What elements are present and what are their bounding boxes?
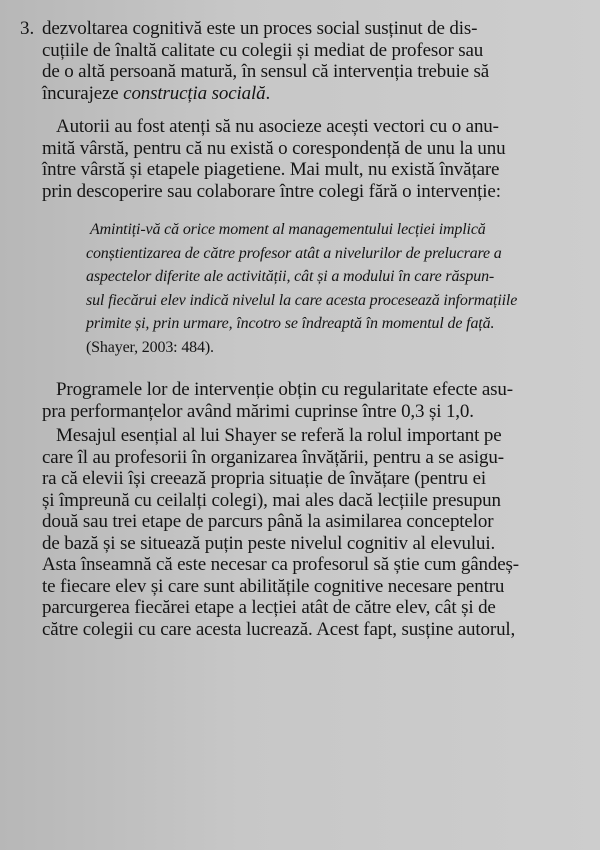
text-line: de o altă persoană matură, în sensul că intervenția trebuie să	[42, 61, 490, 82]
text-line: prin descoperire sau colaborare între colegi fără o intervenție:	[42, 180, 501, 202]
block-quote	[42, 218, 572, 359]
text-line: către colegii cu care acesta lucrează. Acest fapt, susține autorul,	[42, 618, 516, 640]
quote-line: conștientizarea de către profesor atât a nivelurilor de prelucrare a	[86, 244, 502, 262]
page-text	[20, 18, 572, 640]
text-line: dezvoltarea cognitivă este un proces social susținut de dis-	[42, 18, 478, 39]
text-line: Asta înseamnă că este necesar ca profesorul să știe cum gândeș-	[42, 554, 519, 575]
text-line: mită vârstă, pentru că nu există o corespondență de unu la unu	[42, 137, 506, 159]
text-fragment: încurajeze	[42, 82, 124, 104]
quote-line: aspectelor diferite ale activității, cât și a modului în care răspun-	[86, 268, 495, 285]
text-line: cuțiile de înaltă calitate cu colegii și mediat de profesor sau	[42, 39, 484, 61]
quote-line: Amintiți-vă că orice moment al managementului lecției implică	[90, 221, 486, 238]
quote-citation: (Shayer, 2003: 484).	[86, 338, 214, 356]
list-item-3	[20, 18, 572, 104]
text-line: pra performanțelor având mărimi cuprinse între 0,3 și 1,0.	[42, 400, 474, 422]
text-line: Autorii au fost atenți să nu asocieze acești vectori cu o anu-	[56, 116, 499, 137]
text-line: două sau trei etape de parcurs până la asimilarea conceptelor	[42, 511, 494, 532]
text-fragment: .	[265, 82, 271, 104]
paragraph	[42, 425, 572, 640]
text-line: între vârstă și etapele piagetiene. Mai mult, nu există învățare	[42, 159, 500, 180]
text-line: ra că elevii își creează propria situație de învățare (pentru ei	[42, 468, 487, 489]
text-line: parcurgerea fiecărei etape a lecției atât de către elev, cât și de	[42, 597, 496, 618]
text-line: Mesajul esențial al lui Shayer se referă la rolul important pe	[56, 425, 502, 446]
quote-line: primite și, prin urmare, încotro se îndreaptă în momentul de față.	[86, 315, 495, 332]
text-line: Programele lor de intervenție obțin cu regularitate efecte asu-	[56, 379, 513, 400]
paragraph	[42, 379, 572, 422]
text-line: de bază și se situează puțin peste nivelul cognitiv al elevului.	[42, 532, 496, 554]
text-line: și împreună cu ceilalți colegi), mai ales dacă lecțiile presupun	[42, 489, 501, 511]
emphasized-term: construcția socială	[123, 82, 266, 104]
quote-line: sul fiecărui elev indică nivelul la care acesta procesează informațiile	[86, 291, 518, 309]
list-item-number: 3.	[20, 18, 35, 39]
paragraph	[42, 116, 572, 202]
text-line: te fiecare elev și care sunt abilitățile cognitive necesare pentru	[42, 575, 505, 597]
text-line	[42, 83, 572, 105]
text-line: care îl au profesorii în organizarea învățării, pentru a se asigu-	[42, 446, 504, 468]
